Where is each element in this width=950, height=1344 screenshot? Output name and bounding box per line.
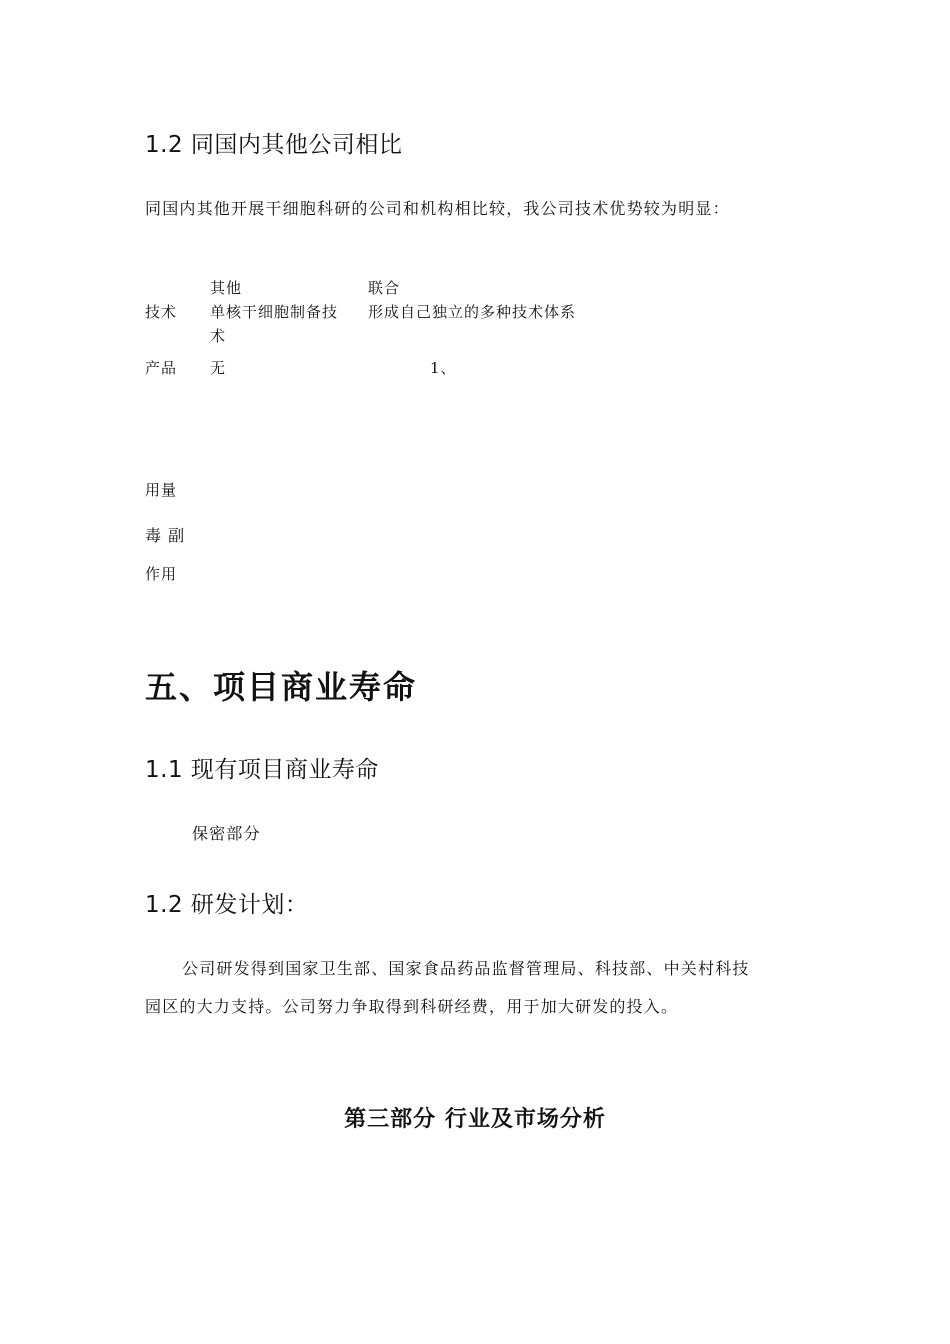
part-heading-3: 第三部分 行业及市场分析 xyxy=(344,1107,606,1132)
section-heading-1-1: 1.1 现有项目商业寿命 xyxy=(145,757,379,783)
section-heading-rd-plan: 1.2 研发计划： xyxy=(145,892,309,918)
table-cell-tech-other-line1: 单核干细胞制备技 xyxy=(210,303,339,321)
table-header-ours: 联合 xyxy=(368,279,401,297)
table-cell-tech-ours: 形成自己独立的多种技术体系 xyxy=(368,303,577,321)
table-header-other: 其他 xyxy=(210,279,243,297)
rd-paragraph-line1: 公司研发得到国家卫生部、国家食品药品监督管理局、科技部、中关村科技 xyxy=(182,959,750,978)
table-row-label-side-effects-line1: 毒 副 xyxy=(145,526,186,545)
table-row-label-dosage: 用量 xyxy=(145,481,178,499)
table-cell-tech-other-line2: 术 xyxy=(210,327,227,345)
confidential-note: 保密部分 xyxy=(192,824,261,843)
section-heading-1-2: 1.2 同国内其他公司相比 xyxy=(145,132,403,158)
table-row-label-product: 产品 xyxy=(145,359,178,377)
comparison-intro-paragraph: 同国内其他开展干细胞科研的公司和机构相比较，我公司技术优势较为明显： xyxy=(145,199,730,218)
chapter-heading-5: 五、项目商业寿命 xyxy=(145,668,418,706)
table-cell-product-ours: 1、 xyxy=(430,359,457,377)
table-row-label-side-effects-line2: 作用 xyxy=(145,565,178,583)
table-cell-product-other: 无 xyxy=(210,359,227,377)
rd-paragraph-line2: 园区的大力支持。公司努力争取得到科研经费，用于加大研发的投入。 xyxy=(145,997,679,1016)
table-row-label-tech: 技术 xyxy=(145,303,178,321)
